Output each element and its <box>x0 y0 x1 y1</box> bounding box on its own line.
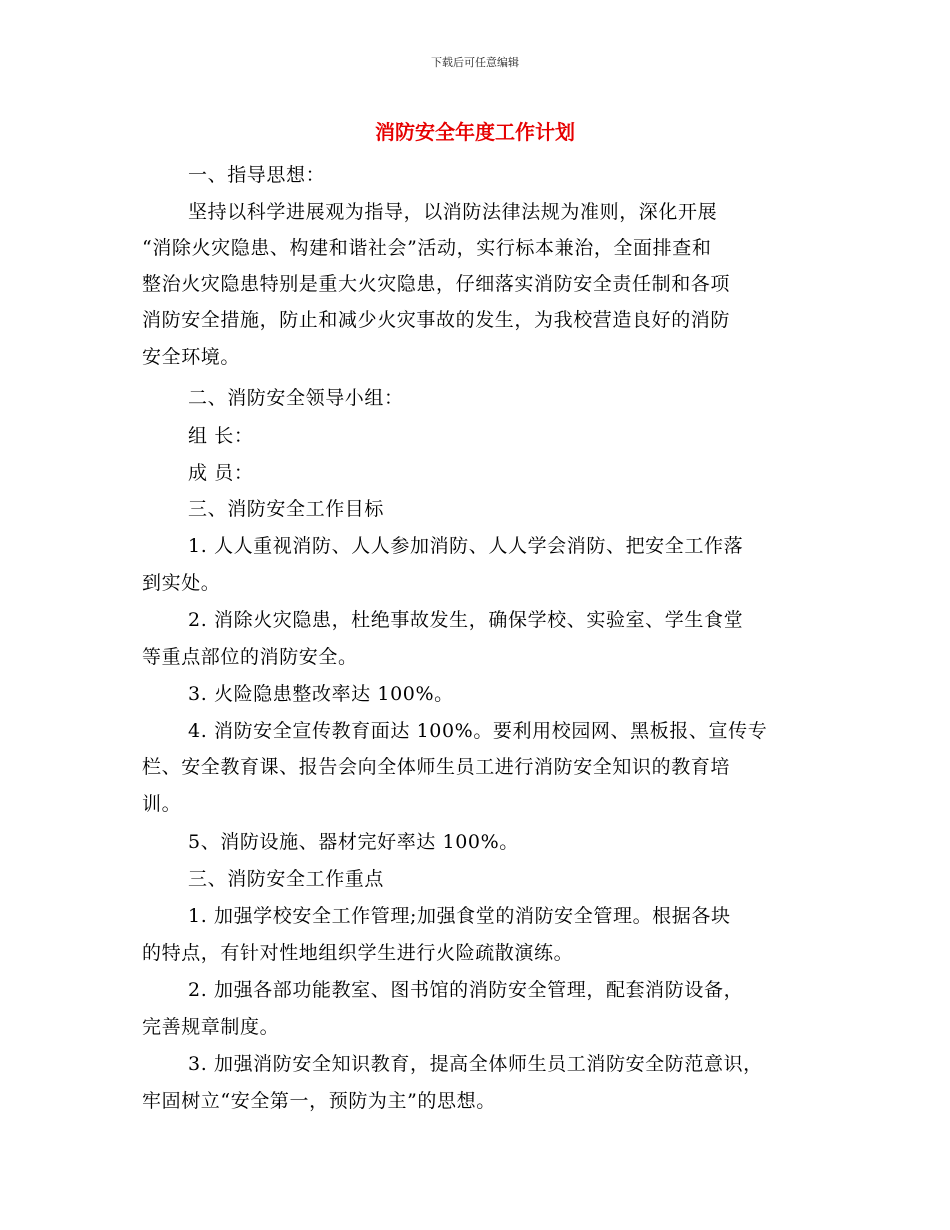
document-title: 消防安全年度工作计划 <box>375 120 575 144</box>
list-item-line: 的特点，有针对性地组织学生进行火险疏散演练。 <box>142 942 574 964</box>
paragraph-line: 坚持以科学进展观为指导，以消防法律法规为准则，深化开展 <box>188 201 718 223</box>
paragraph-line: 安全环境。 <box>142 346 241 368</box>
list-item-line: 完善规章制度。 <box>142 1016 280 1038</box>
paragraph-line: 整治火灾隐患特别是重大火灾隐患，仔细落实消防安全责任制和各项 <box>142 273 731 295</box>
list-item-line: 到实处。 <box>142 572 221 594</box>
paragraph-line: 消防安全措施，防止和减少火灾事故的发生，为我校营造良好的消防 <box>142 309 731 331</box>
list-item-line: 牢固树立“安全第一，预防为主”的思想。 <box>142 1090 496 1112</box>
paragraph-line: 组 长： <box>188 425 254 447</box>
section-heading: 一、指导思想： <box>188 164 326 186</box>
section-heading: 三、消防安全工作重点 <box>188 868 385 890</box>
list-item-line: 2. 消除火灾隐患，杜绝事故发生，确保学校、实验室、学生食堂 <box>188 609 744 631</box>
section-heading: 三、消防安全工作目标 <box>188 498 385 520</box>
list-item-line: 2. 加强各部功能教室、图书馆的消防安全管理，配套消防设备， <box>188 979 744 1001</box>
list-item-line: 等重点部位的消防安全。 <box>142 646 358 668</box>
list-item-line: 3. 火险隐患整改率达 100%。 <box>188 683 454 705</box>
list-item-line: 训。 <box>142 793 182 815</box>
paragraph-line: “消除火灾隐患、构建和谐社会”活动，实行标本兼治，全面排查和 <box>142 237 712 259</box>
list-item-line: 栏、安全教育课、报告会向全体师生员工进行消防安全知识的教育培 <box>142 756 731 778</box>
header-note: 下载后可任意编辑 <box>431 56 519 69</box>
list-item-line: 3. 加强消防安全知识教育，提高全体师生员工消防安全防范意识， <box>188 1053 763 1075</box>
list-item-line: 5、消防设施、器材完好率达 100%。 <box>188 831 519 853</box>
list-item-line: 4. 消防安全宣传教育面达 100%。要利用校园网、黑板报、宣传专 <box>188 720 768 742</box>
paragraph-line: 成 员： <box>188 462 254 484</box>
list-item-line: 1. 人人重视消防、人人参加消防、人人学会消防、把安全工作落 <box>188 535 744 557</box>
list-item-line: 1. 加强学校安全工作管理;加强食堂的消防安全管理。根据各块 <box>188 905 731 927</box>
section-heading: 二、消防安全领导小组： <box>188 387 404 409</box>
